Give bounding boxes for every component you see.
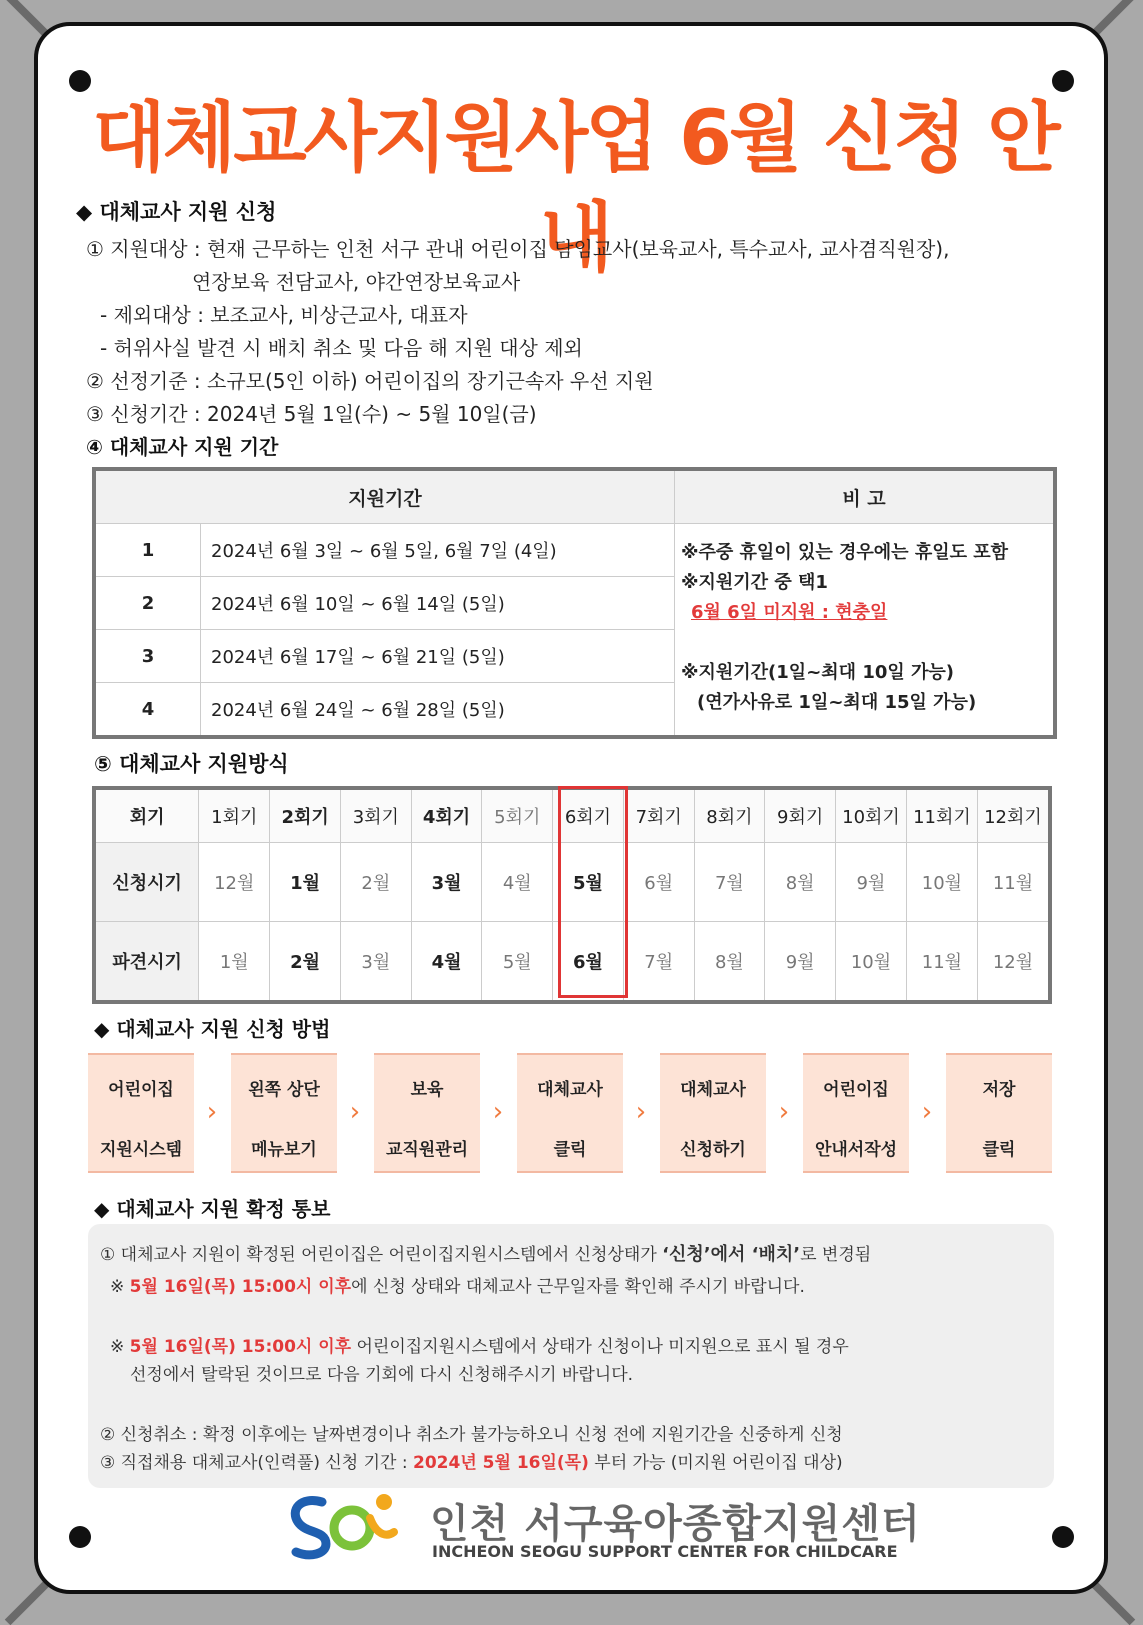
step-top: 저장 [982, 1080, 1016, 1100]
apply-cell: 8월 [765, 843, 836, 922]
row-period: 2024년 6월 24일 ~ 6월 28일 (5일) [201, 683, 675, 738]
support-method-heading: ⑤ 대체교사 지원방식 [94, 752, 289, 776]
dispatch-cell: 10월 [835, 922, 906, 1003]
apply-cell: 6월 [623, 843, 694, 922]
step-bottom: 교직원관리 [385, 1140, 469, 1160]
row-number: 4 [94, 683, 201, 738]
support-period-heading: ④ 대체교사 지원 기간 [86, 435, 279, 459]
round-cell: 1회기 [199, 788, 270, 843]
step-top: 대체교사 [680, 1080, 746, 1100]
row-label-dispatch: 파견시기 [94, 922, 199, 1003]
apply-cell: 11월 [977, 843, 1050, 922]
support-period-table [92, 467, 1057, 739]
confirm-line-6b: 2024년 5월 16일(목) [413, 1453, 589, 1473]
page-title: 대체교사지원사업 6월 신청 안내 [92, 93, 1058, 282]
dispatch-cell: 9월 [765, 922, 836, 1003]
apply-cell: 3월 [411, 843, 482, 922]
dispatch-cell: 6월 [553, 922, 624, 1003]
criteria-line: ② 선정기준 : 소규모(5인 이하) 어린이집의 장기근속자 우선 지원 [86, 369, 654, 393]
center-logo-icon [282, 1488, 402, 1562]
step-bottom: 메뉴보기 [251, 1140, 317, 1160]
table-row [94, 524, 1055, 577]
step-box [660, 1053, 766, 1173]
note-line-4: ※지원기간(1일~최대 10일 가능) [681, 662, 955, 683]
dispatch-cell: 4월 [411, 922, 482, 1003]
round-cell: 3회기 [340, 788, 411, 843]
row-period: 2024년 6월 10일 ~ 6월 14일 (5일) [201, 577, 675, 630]
confirm-line-2a: ※ [110, 1277, 130, 1297]
pin-icon-br [1052, 1526, 1074, 1548]
dispatch-cell: 11월 [906, 922, 977, 1003]
col-header-note: 비 고 [675, 469, 1056, 524]
confirm-heading: ◆ 대체교사 지원 확정 통보 [94, 1197, 331, 1221]
chevron-right-icon: › [349, 1097, 361, 1127]
round-cell: 5회기 [482, 788, 553, 843]
step-bottom: 안내서작성 [814, 1140, 898, 1160]
note-cell [675, 524, 1056, 738]
confirm-line-1a: ① 대체교사 지원이 확정된 어린이집은 어린이집지원시스템에서 신청상태가 [100, 1245, 663, 1265]
confirm-line-6a: ③ 직접채용 대체교사(인력풀) 신청 기간 : [100, 1453, 413, 1473]
chevron-right-icon: › [492, 1097, 504, 1127]
step-box [517, 1053, 623, 1173]
row-period: 2024년 6월 3일 ~ 6월 5일, 6월 7일 (4일) [201, 524, 675, 577]
step-box [374, 1053, 480, 1173]
apply-cell: 10월 [906, 843, 977, 922]
dispatch-cell: 7월 [623, 922, 694, 1003]
dispatch-cell: 12월 [977, 922, 1050, 1003]
step-top: 보육 [410, 1080, 444, 1100]
apply-cell: 4월 [482, 843, 553, 922]
col-header-period: 지원기간 [94, 469, 675, 524]
confirm-line-1b: ‘신청’에서 ‘배치’ [662, 1244, 801, 1265]
period-line: ③ 신청기간 : 2024년 5월 1일(수) ~ 5월 10일(금) [86, 402, 537, 426]
confirm-line-3b: 5월 16일(목) 15:00시 이후 [129, 1337, 352, 1357]
confirm-line-3a: ※ [110, 1337, 130, 1357]
step-box [231, 1053, 337, 1173]
confirm-line-5: ② 신청취소 : 확정 이후에는 날짜변경이나 취소가 불가능하오니 신청 전에 지원기간을 신중하게 신청 [100, 1425, 843, 1445]
confirm-line-3c: 어린이집지원시스템에서 상태가 신청이나 미지원으로 표시 될 경우 [351, 1337, 849, 1357]
round-cell: 9회기 [765, 788, 836, 843]
step-bottom: 클릭 [553, 1140, 587, 1160]
note-line-holiday: 6월 6일 미지원 : 현충일 [691, 602, 888, 623]
step-bottom: 지원시스템 [99, 1140, 183, 1160]
round-cell: 6회기 [553, 788, 624, 843]
target-line-2: 연장보육 전담교사, 야간연장보육교사 [192, 270, 521, 294]
chevron-right-icon: › [921, 1097, 933, 1127]
dispatch-cell: 2월 [270, 922, 341, 1003]
confirm-line-6c: 부터 가능 (미지원 어린이집 대상) [588, 1453, 843, 1473]
note-line-2: ※지원기간 중 택1 [681, 572, 828, 593]
chevron-right-icon: › [778, 1097, 790, 1127]
step-box [803, 1053, 909, 1173]
row-number: 3 [94, 630, 201, 683]
method-steps [88, 1053, 1056, 1173]
dispatch-cell: 3월 [340, 922, 411, 1003]
confirm-notice-box [88, 1224, 1054, 1488]
confirm-line-4: 선정에서 탈락된 것이므로 다음 기회에 다시 신청해주시기 바랍니다. [130, 1365, 634, 1385]
row-number: 1 [94, 524, 201, 577]
dispatch-cell: 5월 [482, 922, 553, 1003]
method-heading: ◆ 대체교사 지원 신청 방법 [94, 1017, 331, 1041]
apply-cell: 1월 [270, 843, 341, 922]
round-cell: 7회기 [623, 788, 694, 843]
org-name: 인천 서구육아종합지원센터 [430, 1501, 921, 1547]
confirm-line-1 [100, 1240, 871, 1266]
confirm-line-2b: 5월 16일(목) 15:00시 이후 [129, 1277, 352, 1297]
apply-cell: 2월 [340, 843, 411, 922]
step-bottom: 신청하기 [680, 1140, 746, 1160]
note-spacer [681, 628, 1047, 658]
target-line-1: ① 지원대상 : 현재 근무하는 인천 서구 관내 어린이집 담임교사(보육교사, 특수교사, 교사겸직원장), [86, 237, 950, 261]
dispatch-cell: 1월 [199, 922, 270, 1003]
org-sub: INCHEON SEOGU SUPPORT CENTER FOR CHILDCARE [432, 1542, 898, 1561]
section-heading-apply: ◆ 대체교사 지원 신청 [76, 200, 277, 224]
chevron-right-icon: › [635, 1097, 647, 1127]
pin-icon-bl [69, 1526, 91, 1548]
apply-cell: 12월 [199, 843, 270, 922]
row-label-round: 회기 [94, 788, 199, 843]
row-number: 2 [94, 577, 201, 630]
round-cell: 12회기 [977, 788, 1050, 843]
note-line-1: ※주중 휴일이 있는 경우에는 휴일도 포함 [681, 542, 1009, 563]
round-cell: 10회기 [835, 788, 906, 843]
confirm-line-3 [110, 1332, 849, 1357]
confirm-line-2c: 에 신청 상태와 대체교사 근무일자를 확인해 주시기 바랍니다. [351, 1277, 805, 1297]
apply-cell: 9월 [835, 843, 906, 922]
step-top: 어린이집 [108, 1080, 174, 1100]
round-cell: 11회기 [906, 788, 977, 843]
step-top: 대체교사 [537, 1080, 603, 1100]
round-cell: 2회기 [270, 788, 341, 843]
row-label-apply: 신청시기 [94, 843, 199, 922]
false-info-line: - 허위사실 발견 시 배치 취소 및 다음 해 지원 대상 제외 [100, 336, 583, 360]
dispatch-cell: 8월 [694, 922, 765, 1003]
june-round-highlight [558, 786, 628, 998]
step-box [946, 1053, 1052, 1173]
step-top: 어린이집 [823, 1080, 889, 1100]
exclude-line: - 제외대상 : 보조교사, 비상근교사, 대표자 [100, 303, 468, 327]
step-bottom: 클릭 [982, 1140, 1016, 1160]
confirm-line-6 [100, 1448, 843, 1473]
confirm-line-2 [110, 1272, 805, 1297]
round-cell: 8회기 [694, 788, 765, 843]
step-box [88, 1053, 194, 1173]
round-cell: 4회기 [411, 788, 482, 843]
step-top: 왼쪽 상단 [248, 1080, 320, 1100]
note-line-5: (연가사유로 1일~최대 15일 가능) [697, 692, 977, 713]
row-period: 2024년 6월 17일 ~ 6월 21일 (5일) [201, 630, 675, 683]
apply-cell: 7월 [694, 843, 765, 922]
chevron-right-icon: › [206, 1097, 218, 1127]
apply-cell: 5월 [553, 843, 624, 922]
confirm-line-1c: 로 변경됨 [800, 1245, 872, 1265]
